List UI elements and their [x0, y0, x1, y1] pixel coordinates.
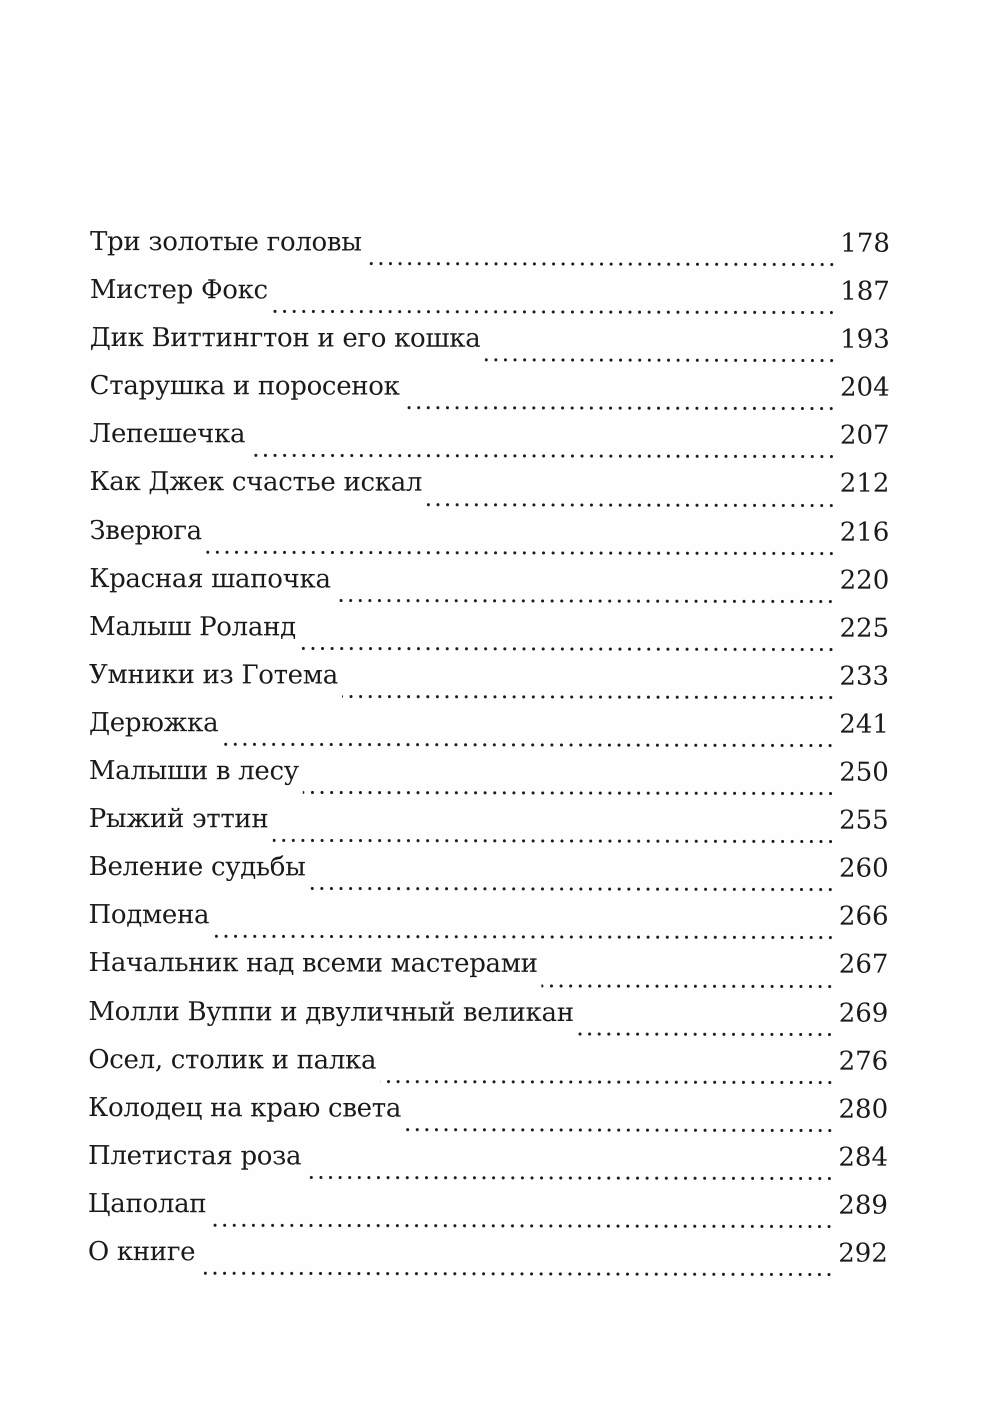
toc-leader-dots — [249, 453, 836, 460]
toc-entry-title: Осел, столик и палка — [88, 1044, 377, 1076]
toc-entry-title: Лепешечка — [89, 419, 246, 450]
toc-entry — [88, 900, 888, 950]
toc-entry — [89, 564, 889, 614]
toc-entry-page: 280 — [838, 1094, 889, 1125]
toc-leader-dots — [309, 886, 834, 893]
toc-entry-title: Плетистая роза — [88, 1140, 302, 1172]
toc-entry — [89, 516, 889, 566]
toc-entry-page: 241 — [839, 709, 889, 740]
toc-entry-page: 255 — [839, 805, 889, 836]
toc-leader-dots — [484, 357, 836, 364]
toc-entry-title: Три золотые головы — [89, 227, 362, 258]
toc-entry — [88, 948, 888, 998]
toc-leader-dots — [300, 645, 836, 652]
toc-entry-page: 187 — [840, 276, 890, 307]
toc-leader-dots — [305, 1174, 834, 1181]
toc-entry — [89, 756, 889, 806]
toc-entry-title: Дерюжка — [88, 707, 219, 739]
toc-entry-page: 220 — [839, 565, 890, 596]
toc-entry — [90, 275, 890, 325]
toc-entry-title: Мистер Фокс — [89, 275, 268, 306]
toc-leader-dots — [342, 693, 836, 700]
toc-entry-title: Умники из Готема — [89, 659, 338, 691]
toc-leader-dots — [426, 501, 836, 508]
toc-entry-title: Молли Вуппи и двуличный великан — [88, 996, 574, 1028]
toc-leader-dots — [542, 982, 835, 989]
toc-entry — [89, 419, 889, 469]
toc-entry-title: Рыжий эттин — [88, 804, 269, 835]
toc-entry-title: Красная шапочка — [89, 563, 331, 595]
toc-leader-dots — [405, 1126, 834, 1133]
toc-entry-page: 266 — [838, 901, 889, 932]
toc-entry-title: Веление судьбы — [88, 852, 306, 883]
toc-leader-dots — [404, 405, 836, 412]
toc-entry-page: 260 — [838, 853, 889, 884]
toc-leader-dots — [272, 838, 835, 845]
toc-entry — [89, 708, 889, 758]
toc-entry — [89, 852, 889, 902]
toc-entry-title: Малыш Роланд — [89, 611, 296, 643]
toc-entry-title: О книге — [87, 1236, 196, 1268]
toc-entry-page: 284 — [838, 1142, 889, 1173]
toc-entry-page: 178 — [840, 228, 890, 259]
toc-leader-dots — [335, 597, 836, 604]
toc-entry-page: 276 — [838, 1046, 889, 1077]
toc-entry — [88, 1237, 888, 1287]
toc-entry — [88, 1045, 888, 1095]
toc-entry-page: 204 — [839, 372, 890, 403]
toc-entry — [90, 227, 890, 277]
toc-entry-page: 225 — [839, 613, 890, 644]
toc-leader-dots — [578, 1031, 835, 1038]
toc-entry-title: Начальник над всеми мастерами — [88, 948, 538, 980]
table-of-contents — [88, 227, 890, 1287]
toc-entry-title: Зверюга — [89, 515, 202, 546]
toc-entry-page: 292 — [838, 1238, 888, 1269]
toc-entry-title: Как Джек счастье искал — [89, 467, 423, 499]
toc-entry-title: Малыши в лесу — [88, 756, 299, 787]
toc-entry-title: Цаполап — [87, 1188, 207, 1220]
toc-entry-page: 269 — [838, 998, 889, 1029]
toc-entry-title: Старушка и поросенок — [89, 371, 400, 402]
toc-entry-title: Подмена — [88, 900, 210, 931]
toc-entry-page: 216 — [839, 517, 890, 548]
toc-leader-dots — [380, 1078, 834, 1085]
toc-leader-dots — [366, 261, 837, 268]
toc-entry-page: 233 — [839, 661, 890, 692]
toc-leader-dots — [213, 934, 835, 941]
toc-entry — [88, 996, 888, 1046]
toc-entry-page: 289 — [838, 1190, 888, 1221]
toc-entry — [89, 467, 889, 517]
toc-entry — [90, 323, 890, 373]
toc-entry-title: Колодец на краю света — [88, 1092, 402, 1124]
toc-leader-dots — [210, 1222, 834, 1229]
toc-entry-page: 212 — [839, 469, 890, 500]
toc-entry — [88, 1141, 888, 1191]
toc-leader-dots — [199, 1270, 834, 1277]
toc-leader-dots — [222, 741, 835, 748]
toc-entry-page: 250 — [839, 757, 889, 788]
toc-entry — [89, 660, 889, 710]
toc-entry — [88, 1189, 888, 1239]
toc-entry — [89, 804, 889, 854]
toc-leader-dots — [303, 790, 835, 797]
toc-entry-title: Дик Виттингтон и его кошка — [89, 323, 481, 355]
toc-entry — [88, 1093, 888, 1143]
toc-entry-page: 207 — [839, 420, 890, 452]
toc-entry-page: 193 — [840, 324, 890, 355]
toc-entry — [90, 371, 890, 421]
toc-entry — [89, 612, 889, 662]
toc-leader-dots — [206, 549, 836, 556]
toc-entry-page: 267 — [838, 949, 889, 981]
toc-leader-dots — [272, 309, 836, 316]
